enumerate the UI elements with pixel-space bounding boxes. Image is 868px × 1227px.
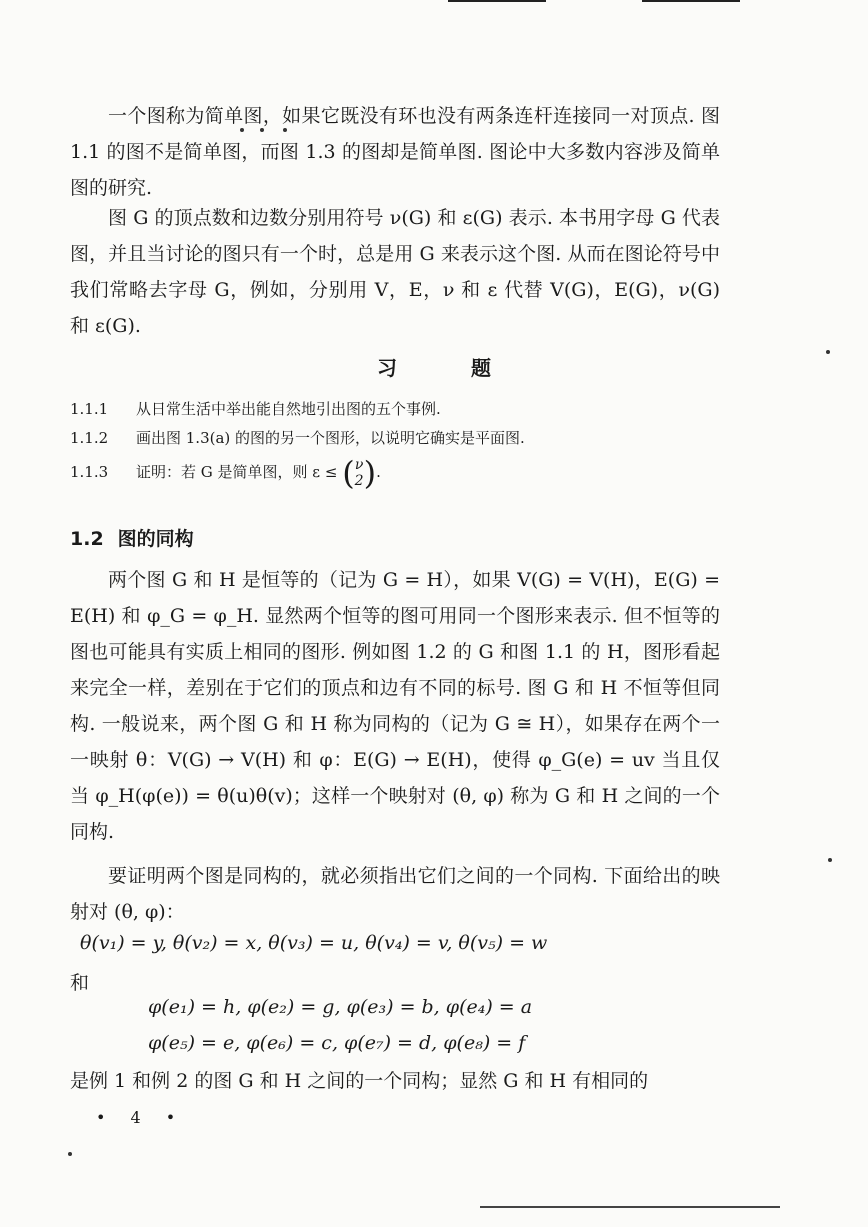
exercise-text: 画出图 1.3(a) 的图的另一个图形，以说明它确实是平面图.: [136, 429, 525, 447]
exercise-text: 证明：若 G 是简单图，则 ε ≤: [136, 463, 338, 481]
paragraph-notation: 图 G 的顶点数和边数分别用符号 ν(G) 和 ε(G) 表示. 本书用字母 G 代表图，并且当讨论的图只有一个时，总是用 G 来表示这个图. 从而在图论符号中我们常略去字母 G，例如，分别用 V，E，ν 和 ε 代替 V(G)，E(G)，ν(G) 和 ε(G).: [70, 207, 720, 337]
formula-phi-2: φ(e₅) = e, φ(e₆) = c, φ(e₇) = d, φ(e₈) = f: [148, 1032, 526, 1054]
section-number: 1.2: [70, 528, 104, 550]
scan-speck: [68, 1152, 72, 1156]
exercise-number: 1.1.1: [70, 400, 109, 418]
exercise-text: 从日常生活中举出能自然地引出图的五个事例.: [136, 400, 441, 418]
emphasis-dot: [283, 128, 287, 132]
exercises-title: [0, 352, 868, 381]
formula-theta: θ(v₁) = y, θ(v₂) = x, θ(v₃) = u, θ(v₄) = v, θ(v₅) = w: [80, 932, 548, 954]
binom-bottom: 2: [354, 473, 364, 489]
scan-speck: [826, 350, 830, 354]
exercise-number: 1.1.2: [70, 429, 109, 447]
binom-top: ν: [354, 457, 364, 473]
binomial: [355, 457, 364, 489]
closing-line: 是例 1 和例 2 的图 G 和 H 之间的一个同构；显然 G 和 H 有相同的: [70, 1070, 649, 1092]
page-number: • 4 •: [96, 1108, 186, 1127]
scan-bottom-line: [480, 1206, 780, 1208]
binom-paren-right: ): [363, 454, 377, 492]
paragraph-isomorphism: 两个图 G 和 H 是恒等的（记为 G = H），如果 V(G) = V(H)，E(G) = E(H) 和 φ_G = φ_H. 显然两个恒等的图可用同一个图形来表示. 但不恒等的图也可能具有实质上相同的图形. 例如图 1.2 的 G 和图 1.1 的 H，图形看起来完全一样，差别在于它们的顶点和边有不同的标号. 图 G 和 H 不恒等但同构. 一般说来，两个图 G 和 H 称为同构的（记为 G ≅ H），如果存在两个一一映射 θ：V(G) → V(H) 和 φ：E(G) → E(H)，使得 φ_G(e) = uv 当且仅当 φ_H(φ(e)) = θ(u)θ(v)；这样一个映射对 (θ, φ) 称为 G 和 H 之间的一个同构.: [70, 569, 720, 843]
emphasis-dot: [260, 128, 264, 132]
paragraph-proof: 要证明两个图是同构的，就必须指出它们之间的一个同构. 下面给出的映射对 (θ, φ)：: [70, 865, 720, 923]
formula-phi-1: φ(e₁) = h, φ(e₂) = g, φ(e₃) = b, φ(e₄) = a: [148, 996, 533, 1018]
header-rule-left: [448, 0, 546, 2]
exercise-end: .: [376, 463, 381, 481]
exercise-number: 1.1.3: [70, 463, 109, 481]
paragraph-simple-graph: 一个图称为简单图，如果它既没有环也没有两条连杆连接同一对顶点. 图 1.1 的图不是简单图，而图 1.3 的图却是简单图. 图论中大多数内容涉及简单图的研究.: [70, 105, 720, 199]
and-word: 和: [70, 972, 90, 994]
exercises-title-char-1: 习: [377, 356, 398, 380]
exercise-item: [70, 397, 441, 421]
binom-paren-left: (: [342, 454, 355, 492]
exercises-title-char-2: 题: [470, 356, 491, 380]
exercise-item: [70, 426, 525, 450]
section-title: 图的同构: [117, 528, 194, 550]
exercise-item: [70, 452, 381, 493]
scan-speck: [828, 858, 832, 862]
section-heading: [70, 524, 194, 551]
header-rule-right: [642, 0, 740, 2]
emphasis-dot: [240, 128, 244, 132]
